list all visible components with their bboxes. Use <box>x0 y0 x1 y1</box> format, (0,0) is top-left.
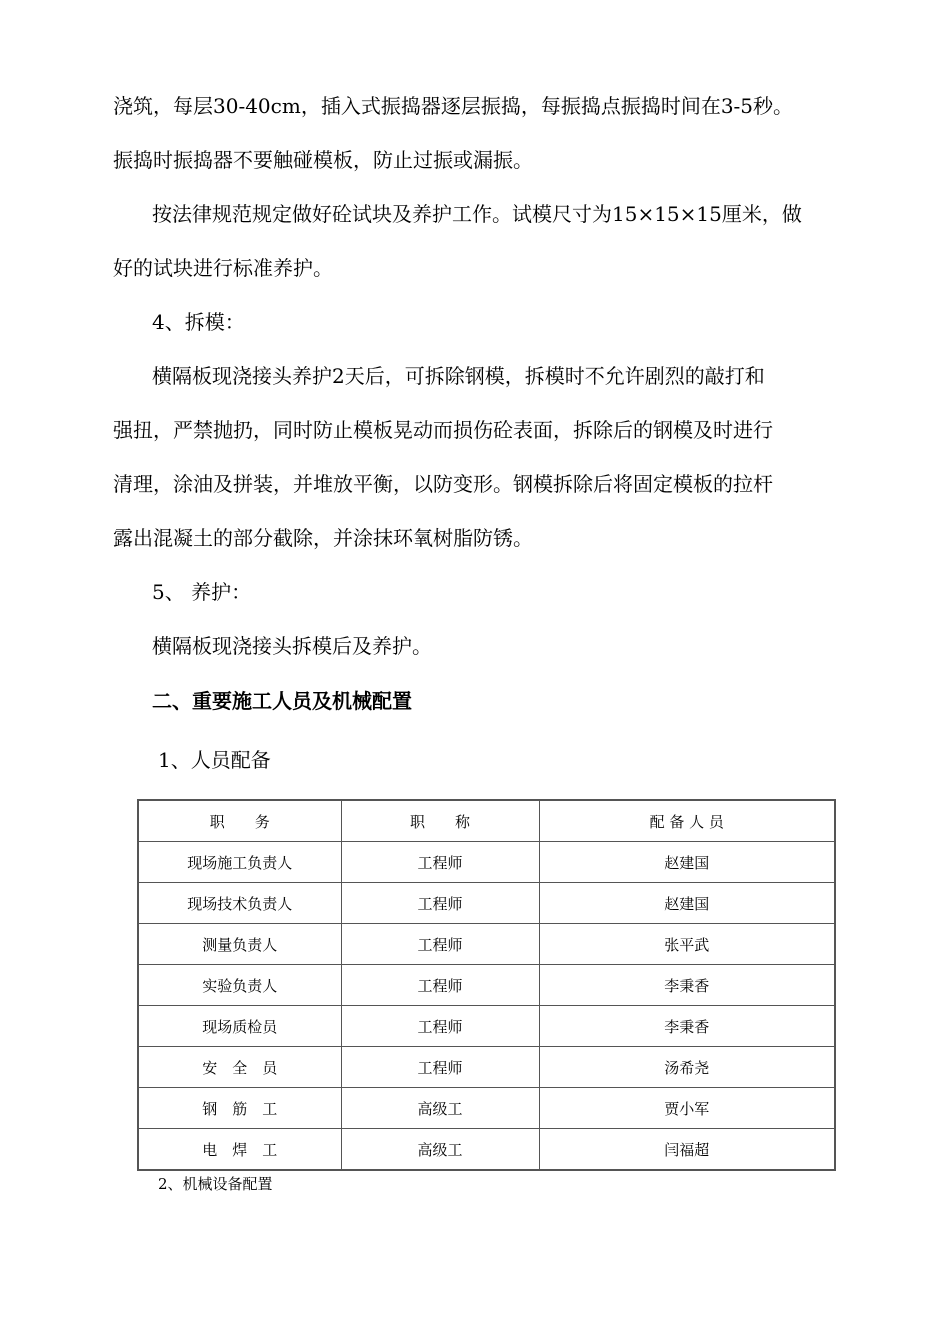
cell-staff: 贾小军 <box>539 1088 835 1129</box>
cell-staff: 赵建国 <box>539 842 835 883</box>
cell-staff: 李秉香 <box>539 1006 835 1047</box>
section-heading: 二、重要施工人员及机械配置 <box>152 689 412 713</box>
header-title: 职 称 <box>341 800 539 842</box>
cell-position: 现场技术负责人 <box>138 883 341 924</box>
table-row <box>138 842 835 883</box>
table-row <box>138 1006 835 1047</box>
table-header-row <box>138 800 835 842</box>
cell-position: 电 焊 工 <box>138 1129 341 1171</box>
step-heading-curing: 5、 养护： <box>152 580 252 604</box>
cell-title: 工程师 <box>341 1006 539 1047</box>
subheading-machinery: 2、机械设备配置 <box>158 1175 273 1193</box>
cell-title: 高级工 <box>341 1088 539 1129</box>
paragraph-line: 横隔板现浇接头养护2天后，可拆除钢模，拆模时不允许剧烈的敲打和 <box>152 364 765 388</box>
paragraph-line: 清理，涂油及拼装，并堆放平衡，以防变形。钢模拆除后将固定模板的拉杆 <box>113 472 773 496</box>
cell-position: 现场质检员 <box>138 1006 341 1047</box>
table-row <box>138 1088 835 1129</box>
table-row <box>138 924 835 965</box>
personnel-table <box>137 799 836 1171</box>
paragraph-line: 横隔板现浇接头拆模后及养护。 <box>152 634 432 658</box>
cell-title: 工程师 <box>341 924 539 965</box>
cell-position: 实验负责人 <box>138 965 341 1006</box>
cell-title: 工程师 <box>341 883 539 924</box>
cell-title: 高级工 <box>341 1129 539 1171</box>
table-row <box>138 1129 835 1171</box>
step-heading-dismantle: 4、拆模： <box>152 310 245 334</box>
cell-title: 工程师 <box>341 842 539 883</box>
cell-position: 现场施工负责人 <box>138 842 341 883</box>
paragraph-line: 露出混凝土的部分截除，并涂抹环氧树脂防锈。 <box>113 526 533 550</box>
table-row <box>138 1047 835 1088</box>
cell-staff: 赵建国 <box>539 883 835 924</box>
table-row <box>138 883 835 924</box>
cell-staff: 汤希尧 <box>539 1047 835 1088</box>
paragraph-line: 按法律规范规定做好砼试块及养护工作。试模尺寸为15×15×15厘米，做 <box>152 202 802 226</box>
cell-staff: 张平武 <box>539 924 835 965</box>
paragraph-line: 振捣时振捣器不要触碰模板，防止过振或漏振。 <box>113 148 533 172</box>
subheading-personnel: 1、人员配备 <box>158 748 271 772</box>
cell-position: 安 全 员 <box>138 1047 341 1088</box>
paragraph-line: 浇筑，每层30-40cm，插入式振捣器逐层振捣，每振捣点振捣时间在3-5秒。 <box>113 94 794 118</box>
cell-staff: 李秉香 <box>539 965 835 1006</box>
cell-title: 工程师 <box>341 1047 539 1088</box>
table-row <box>138 965 835 1006</box>
cell-title: 工程师 <box>341 965 539 1006</box>
cell-staff: 闫福超 <box>539 1129 835 1171</box>
cell-position: 钢 筋 工 <box>138 1088 341 1129</box>
paragraph-line: 强扭，严禁抛扔，同时防止模板晃动而损伤砼表面，拆除后的钢模及时进行 <box>113 418 773 442</box>
paragraph-line: 好的试块进行标准养护。 <box>113 256 333 280</box>
header-staff: 配 备 人 员 <box>539 800 835 842</box>
cell-position: 测量负责人 <box>138 924 341 965</box>
header-position: 职 务 <box>138 800 341 842</box>
